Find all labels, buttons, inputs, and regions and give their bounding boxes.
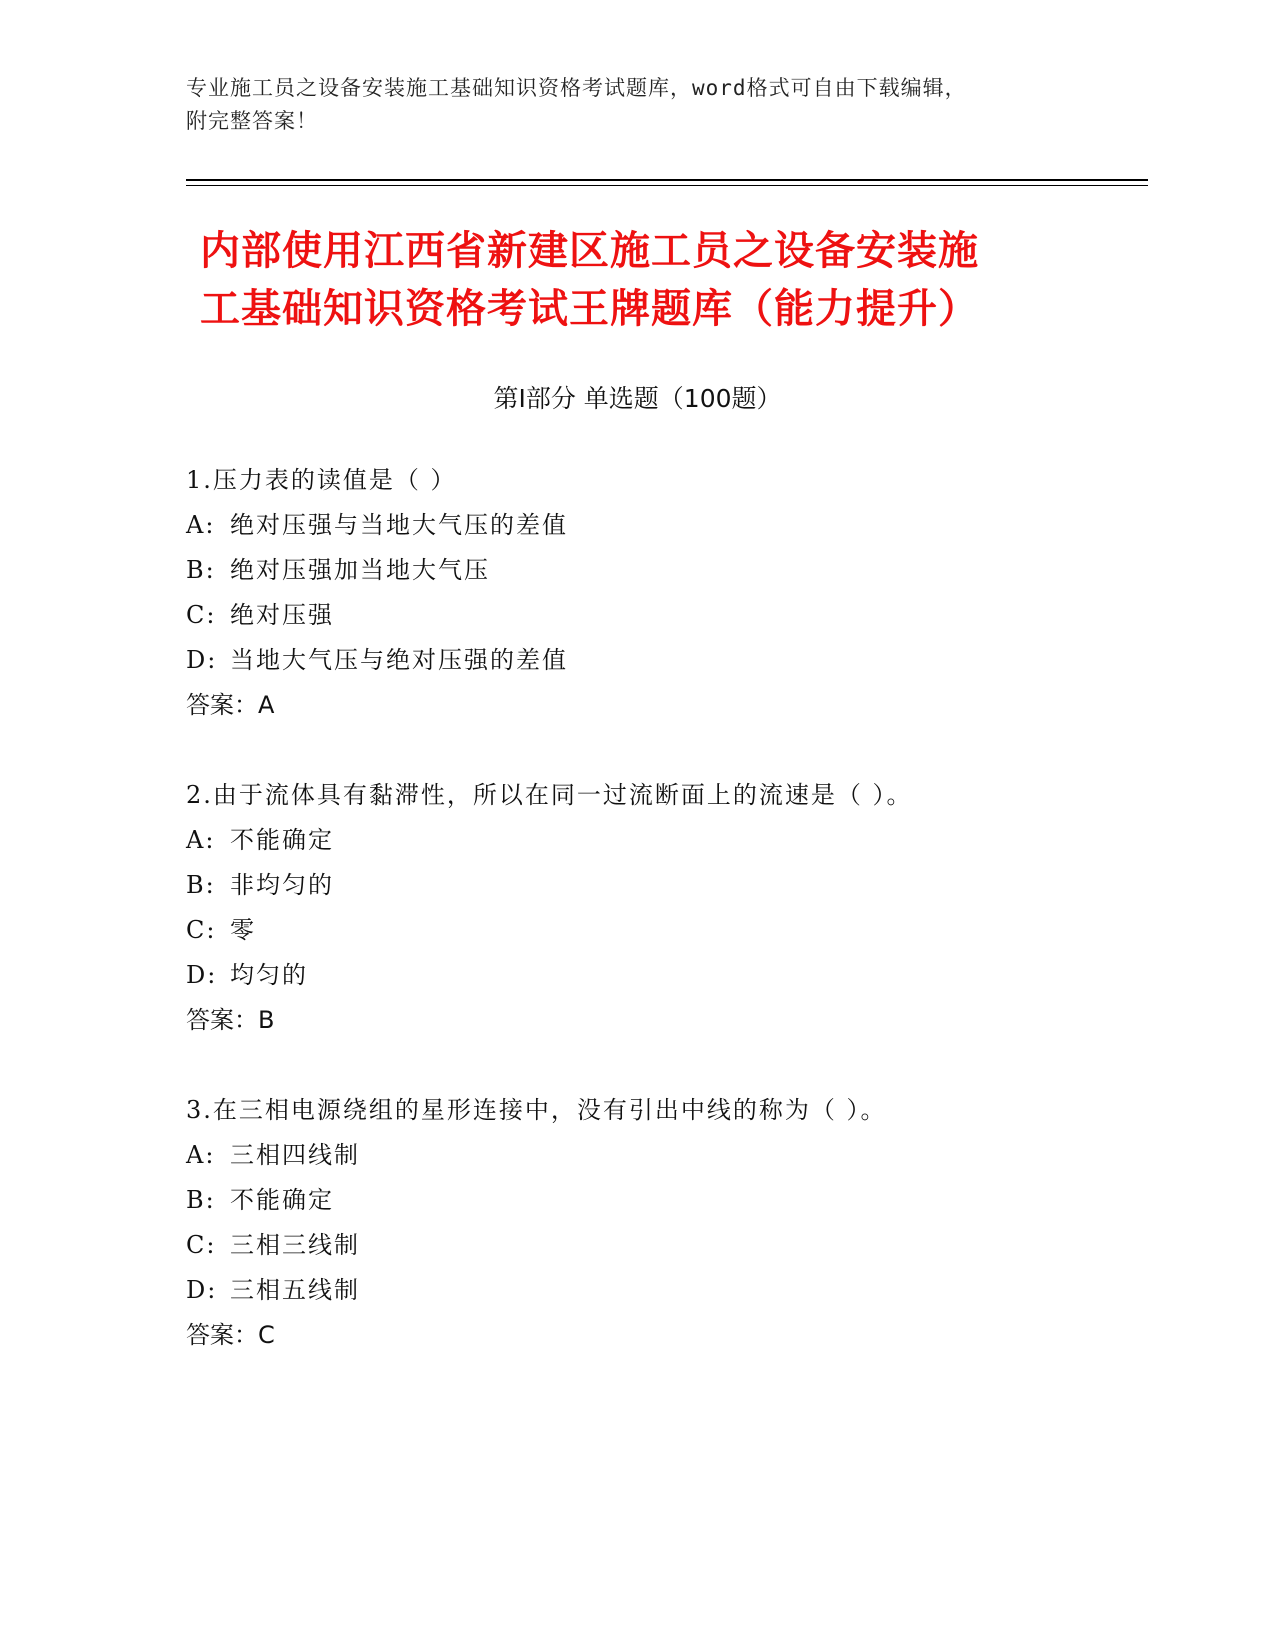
option-c [186, 908, 1146, 953]
option-a [186, 1133, 1146, 1178]
answer-label: 答案： [186, 1321, 258, 1349]
answer-label: 答案： [186, 1006, 258, 1034]
option-text: 三相三线制 [230, 1231, 360, 1259]
question-2 [186, 773, 1146, 1043]
question-1 [186, 458, 1146, 728]
header-note-line-1: 专业施工员之设备安装施工基础知识资格考试题库，word格式可自由下载编辑， [186, 76, 967, 100]
answer-value: A [258, 691, 275, 719]
option-text: 当地大气压与绝对压强的差值 [230, 646, 568, 674]
option-key: A: [186, 826, 216, 854]
option-b [186, 1178, 1146, 1223]
option-c [186, 593, 1146, 638]
answer-value: B [258, 1006, 275, 1034]
option-key: A: [186, 1141, 216, 1169]
question-stem: 1.压力表的读值是（ ） [186, 466, 457, 494]
option-key: A: [186, 511, 216, 539]
option-a [186, 503, 1146, 548]
option-text: 不能确定 [230, 826, 334, 854]
option-key: C: [186, 601, 217, 629]
option-a [186, 818, 1146, 863]
option-d [186, 1268, 1146, 1313]
option-d [186, 638, 1146, 683]
option-key: B: [186, 1186, 216, 1214]
option-key: B: [186, 871, 216, 899]
question-stem: 2.由于流体具有黏滞性，所以在同一过流断面上的流速是（ ）。 [186, 781, 913, 809]
option-text: 绝对压强加当地大气压 [230, 556, 490, 584]
question-3 [186, 1088, 1146, 1358]
option-key: B: [186, 556, 216, 584]
answer-label: 答案： [186, 691, 258, 719]
option-text: 绝对压强与当地大气压的差值 [230, 511, 568, 539]
header-divider-thick [186, 179, 1148, 181]
answer-line [186, 683, 1146, 728]
answer-line [186, 1313, 1146, 1358]
header-note-line-2: 附完整答案！ [186, 109, 318, 133]
answer-line [186, 998, 1146, 1043]
option-b [186, 548, 1146, 593]
section-title: 第Ⅰ部分 单选题（100题） [493, 384, 782, 413]
option-text: 不能确定 [230, 1186, 334, 1214]
option-key: D: [186, 961, 218, 989]
option-b [186, 863, 1146, 908]
option-key: C: [186, 1231, 217, 1259]
option-key: D: [186, 646, 218, 674]
header-divider-thin [186, 185, 1148, 186]
question-stem: 3.在三相电源绕组的星形连接中，没有引出中线的称为（ ）。 [186, 1096, 887, 1124]
option-text: 零 [230, 916, 256, 944]
option-text: 均匀的 [230, 961, 308, 989]
option-key: C: [186, 916, 217, 944]
document-title [200, 222, 1100, 338]
document-title-line-1: 内部使用江西省新建区施工员之设备安装施 [200, 228, 979, 274]
option-text: 三相四线制 [230, 1141, 360, 1169]
answer-value: C [258, 1321, 275, 1349]
document-title-line-2: 工基础知识资格考试王牌题库（能力提升） [200, 286, 979, 332]
header-note [186, 72, 1066, 138]
option-c [186, 1223, 1146, 1268]
option-key: D: [186, 1276, 218, 1304]
option-d [186, 953, 1146, 998]
option-text: 绝对压强 [230, 601, 334, 629]
option-text: 三相五线制 [230, 1276, 360, 1304]
option-text: 非均匀的 [230, 871, 334, 899]
